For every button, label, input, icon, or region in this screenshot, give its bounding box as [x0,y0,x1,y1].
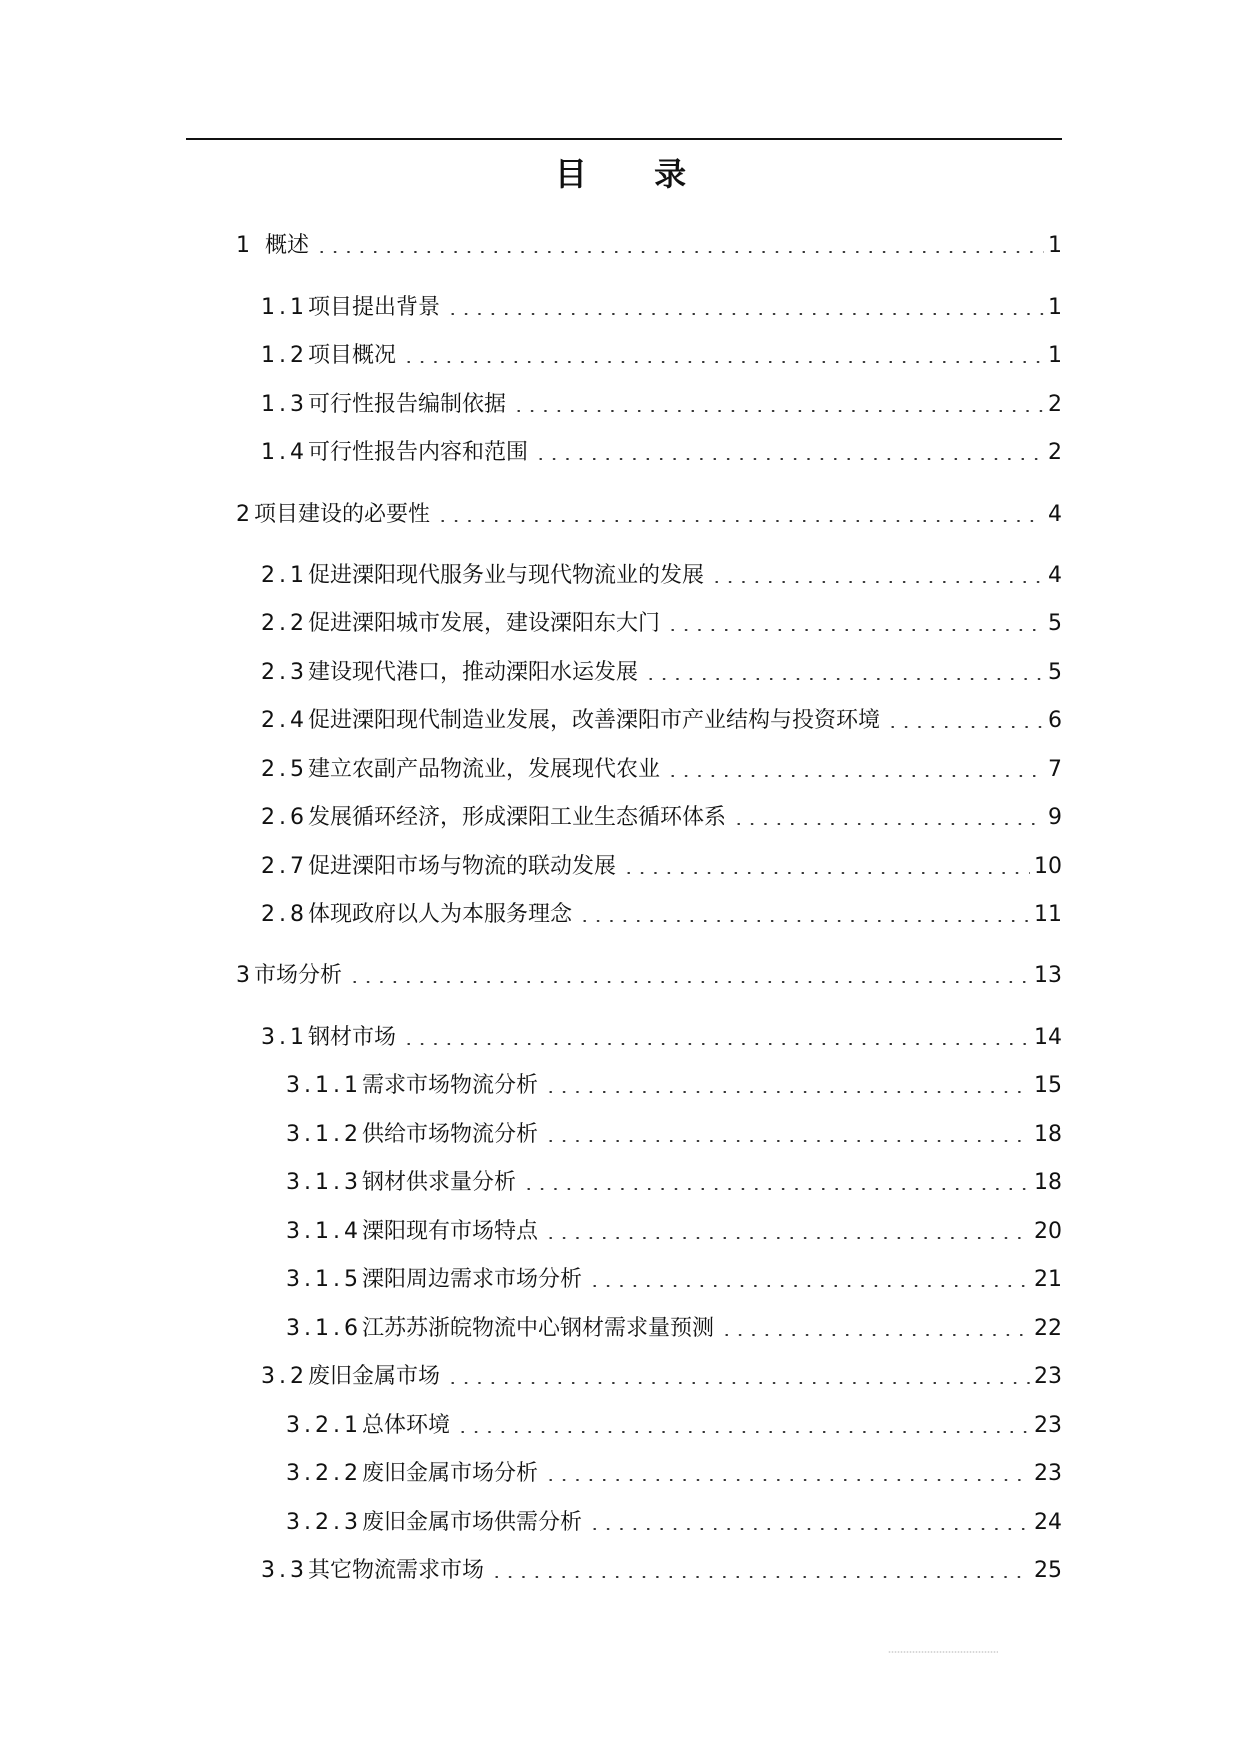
page-number: 9 [1048,805,1062,830]
entry-text: 溧阳现有市场特点 [361,1219,538,1244]
entry-number: 3.2.1 [286,1413,362,1438]
page-number: 23 [1034,1461,1062,1486]
toc-entry[interactable] [286,1408,1062,1440]
entry-text: 废旧金属市场供需分析 [361,1510,582,1535]
dot-leader [666,775,1044,777]
page-number: 24 [1034,1510,1062,1535]
dot-leader [578,920,1030,922]
dot-leader [402,1043,1030,1045]
toc-entry[interactable] [286,1505,1062,1537]
toc-entry[interactable] [286,1117,1062,1149]
entry-text: 体现政府以人为本服务理念 [308,902,573,927]
entry-number: 2.3 [261,660,308,685]
dot-leader [544,1479,1030,1481]
toc-entry[interactable] [286,1165,1062,1197]
toc-entry[interactable] [236,958,1062,990]
entry-number: 3.1.5 [286,1267,362,1292]
entry-number: 3.3 [261,1558,308,1583]
toc-entry[interactable] [286,1262,1062,1294]
toc-entry[interactable] [261,1553,1062,1585]
dot-leader [544,1091,1030,1093]
toc-entry[interactable] [261,558,1062,590]
dot-leader [490,1576,1030,1578]
dot-leader [622,872,1030,874]
entry-text: 项目提出背景 [308,295,441,320]
toc-entry[interactable] [261,703,1062,735]
entry-number: 1.4 [261,440,308,465]
entry-text: 可行性报告内容和范围 [308,440,529,465]
page-number: 23 [1034,1364,1062,1389]
entry-number: 2 [236,502,254,527]
page-number: 6 [1048,708,1062,733]
page-number: 4 [1048,502,1062,527]
entry-number: 3.2 [261,1364,308,1389]
entry-text: 市场分析 [254,963,343,988]
toc-entry[interactable] [236,228,1062,260]
entry-number: 2.8 [261,902,308,927]
page-number: 25 [1034,1558,1062,1583]
entry-text: 发展循环经济，形成溧阳工业生态循环体系 [308,805,727,830]
entry-number: 1.2 [261,343,308,368]
entry-text: 废旧金属市场分析 [361,1461,538,1486]
toc-entry[interactable] [286,1214,1062,1246]
entry-number: 3.2.3 [286,1510,362,1535]
toc-entry[interactable] [286,1068,1062,1100]
toc-entry[interactable] [261,655,1062,687]
dot-leader [512,410,1044,412]
toc-entry[interactable] [261,800,1062,832]
dot-leader [666,629,1044,631]
page-number: 15 [1034,1073,1062,1098]
entry-number: 2.4 [261,708,308,733]
dot-leader [720,1334,1030,1336]
dot-leader [544,1237,1030,1239]
dot-leader [315,251,1044,253]
entry-text: 总体环境 [361,1413,450,1438]
toc-entry[interactable] [261,387,1062,419]
toc-entry[interactable] [261,1020,1062,1052]
entry-number: 2.2 [261,611,308,636]
toc-entry[interactable] [261,897,1062,929]
toc-entry[interactable] [286,1311,1062,1343]
entry-text: 废旧金属市场 [308,1364,441,1389]
dot-leader [446,313,1044,315]
page-number: 1 [1048,233,1062,258]
entry-text: 钢材供求量分析 [361,1170,516,1195]
entry-number: 2.1 [261,563,308,588]
entry-text: 江苏苏浙皖物流中心钢材需求量预测 [361,1316,714,1341]
toc-entry[interactable] [261,606,1062,638]
header-rule [186,138,1062,140]
page-number: 21 [1034,1267,1062,1292]
entry-number: 1.1 [261,295,308,320]
entry-number: 3.1 [261,1025,308,1050]
entry-text: 促进溧阳现代制造业发展，改善溧阳市产业结构与投资环境 [308,708,881,733]
entry-text: 需求市场物流分析 [361,1073,538,1098]
entry-number: 3.1.2 [286,1122,362,1147]
toc-entry[interactable] [261,752,1062,784]
toc-entry[interactable] [261,849,1062,881]
dot-leader [402,361,1044,363]
toc-entry[interactable] [261,290,1062,322]
page-number: 13 [1034,963,1062,988]
entry-number: 1.3 [261,392,308,417]
entry-number: 3 [236,963,254,988]
dot-leader [588,1528,1030,1530]
entry-number: 3.1.4 [286,1219,362,1244]
dot-leader [522,1188,1030,1190]
dot-leader [644,678,1044,680]
page-number: 18 [1034,1170,1062,1195]
entry-number: 3.2.2 [286,1461,362,1486]
page-number: 1 [1048,343,1062,368]
entry-text: 溧阳周边需求市场分析 [361,1267,582,1292]
page-number: 11 [1034,902,1062,927]
entry-text: 项目建设的必要性 [254,502,431,527]
entry-text: 供给市场物流分析 [361,1122,538,1147]
page-number: 10 [1034,854,1062,879]
entry-text: 项目概况 [308,343,397,368]
entry-text: 建立农副产品物流业，发展现代农业 [308,757,661,782]
dot-leader [436,520,1044,522]
page-number: 23 [1034,1413,1062,1438]
page-number: 4 [1048,563,1062,588]
dot-leader [732,823,1044,825]
dot-leader [710,581,1044,583]
page-number: 5 [1048,660,1062,685]
toc-entry[interactable] [236,497,1062,529]
page-number: 18 [1034,1122,1062,1147]
toc-entry[interactable] [286,1456,1062,1488]
entry-number: 3.1.6 [286,1316,362,1341]
toc-title: 目 录 [554,155,715,193]
dot-leader [456,1431,1030,1433]
entry-text: 促进溧阳城市发展，建设溧阳东大门 [308,611,661,636]
page-number: 14 [1034,1025,1062,1050]
page-number: 7 [1048,757,1062,782]
page-number: 5 [1048,611,1062,636]
page-number: 1 [1048,295,1062,320]
toc-entry[interactable] [261,1359,1062,1391]
entry-text: 促进溧阳市场与物流的联动发展 [308,854,617,879]
entry-number: 3.1.1 [286,1073,362,1098]
dot-leader [446,1382,1030,1384]
entry-number: 2.7 [261,854,308,879]
page-number: 20 [1034,1219,1062,1244]
toc-entry[interactable] [261,338,1062,370]
dot-leader [534,458,1044,460]
dot-leader [588,1285,1030,1287]
dot-leader [886,726,1044,728]
toc-entry[interactable] [261,435,1062,467]
dot-leader [544,1140,1030,1142]
entry-number: 2.5 [261,757,308,782]
page-number: 2 [1048,440,1062,465]
entry-text: 其它物流需求市场 [308,1558,485,1583]
page-number: 22 [1034,1316,1062,1341]
entry-text: 概述 [265,233,310,258]
entry-text: 钢材市场 [308,1025,397,1050]
page-number: 2 [1048,392,1062,417]
entry-text: 促进溧阳现代服务业与现代物流业的发展 [308,563,705,588]
dot-leader [348,981,1030,983]
entry-text: 建设现代港口，推动溧阳水运发展 [308,660,639,685]
entry-text: 可行性报告编制依据 [308,392,507,417]
entry-number: 2.6 [261,805,308,830]
entry-number: 3.1.3 [286,1170,362,1195]
faint-scan-marks [888,1651,998,1653]
entry-number: 1 [236,233,265,258]
